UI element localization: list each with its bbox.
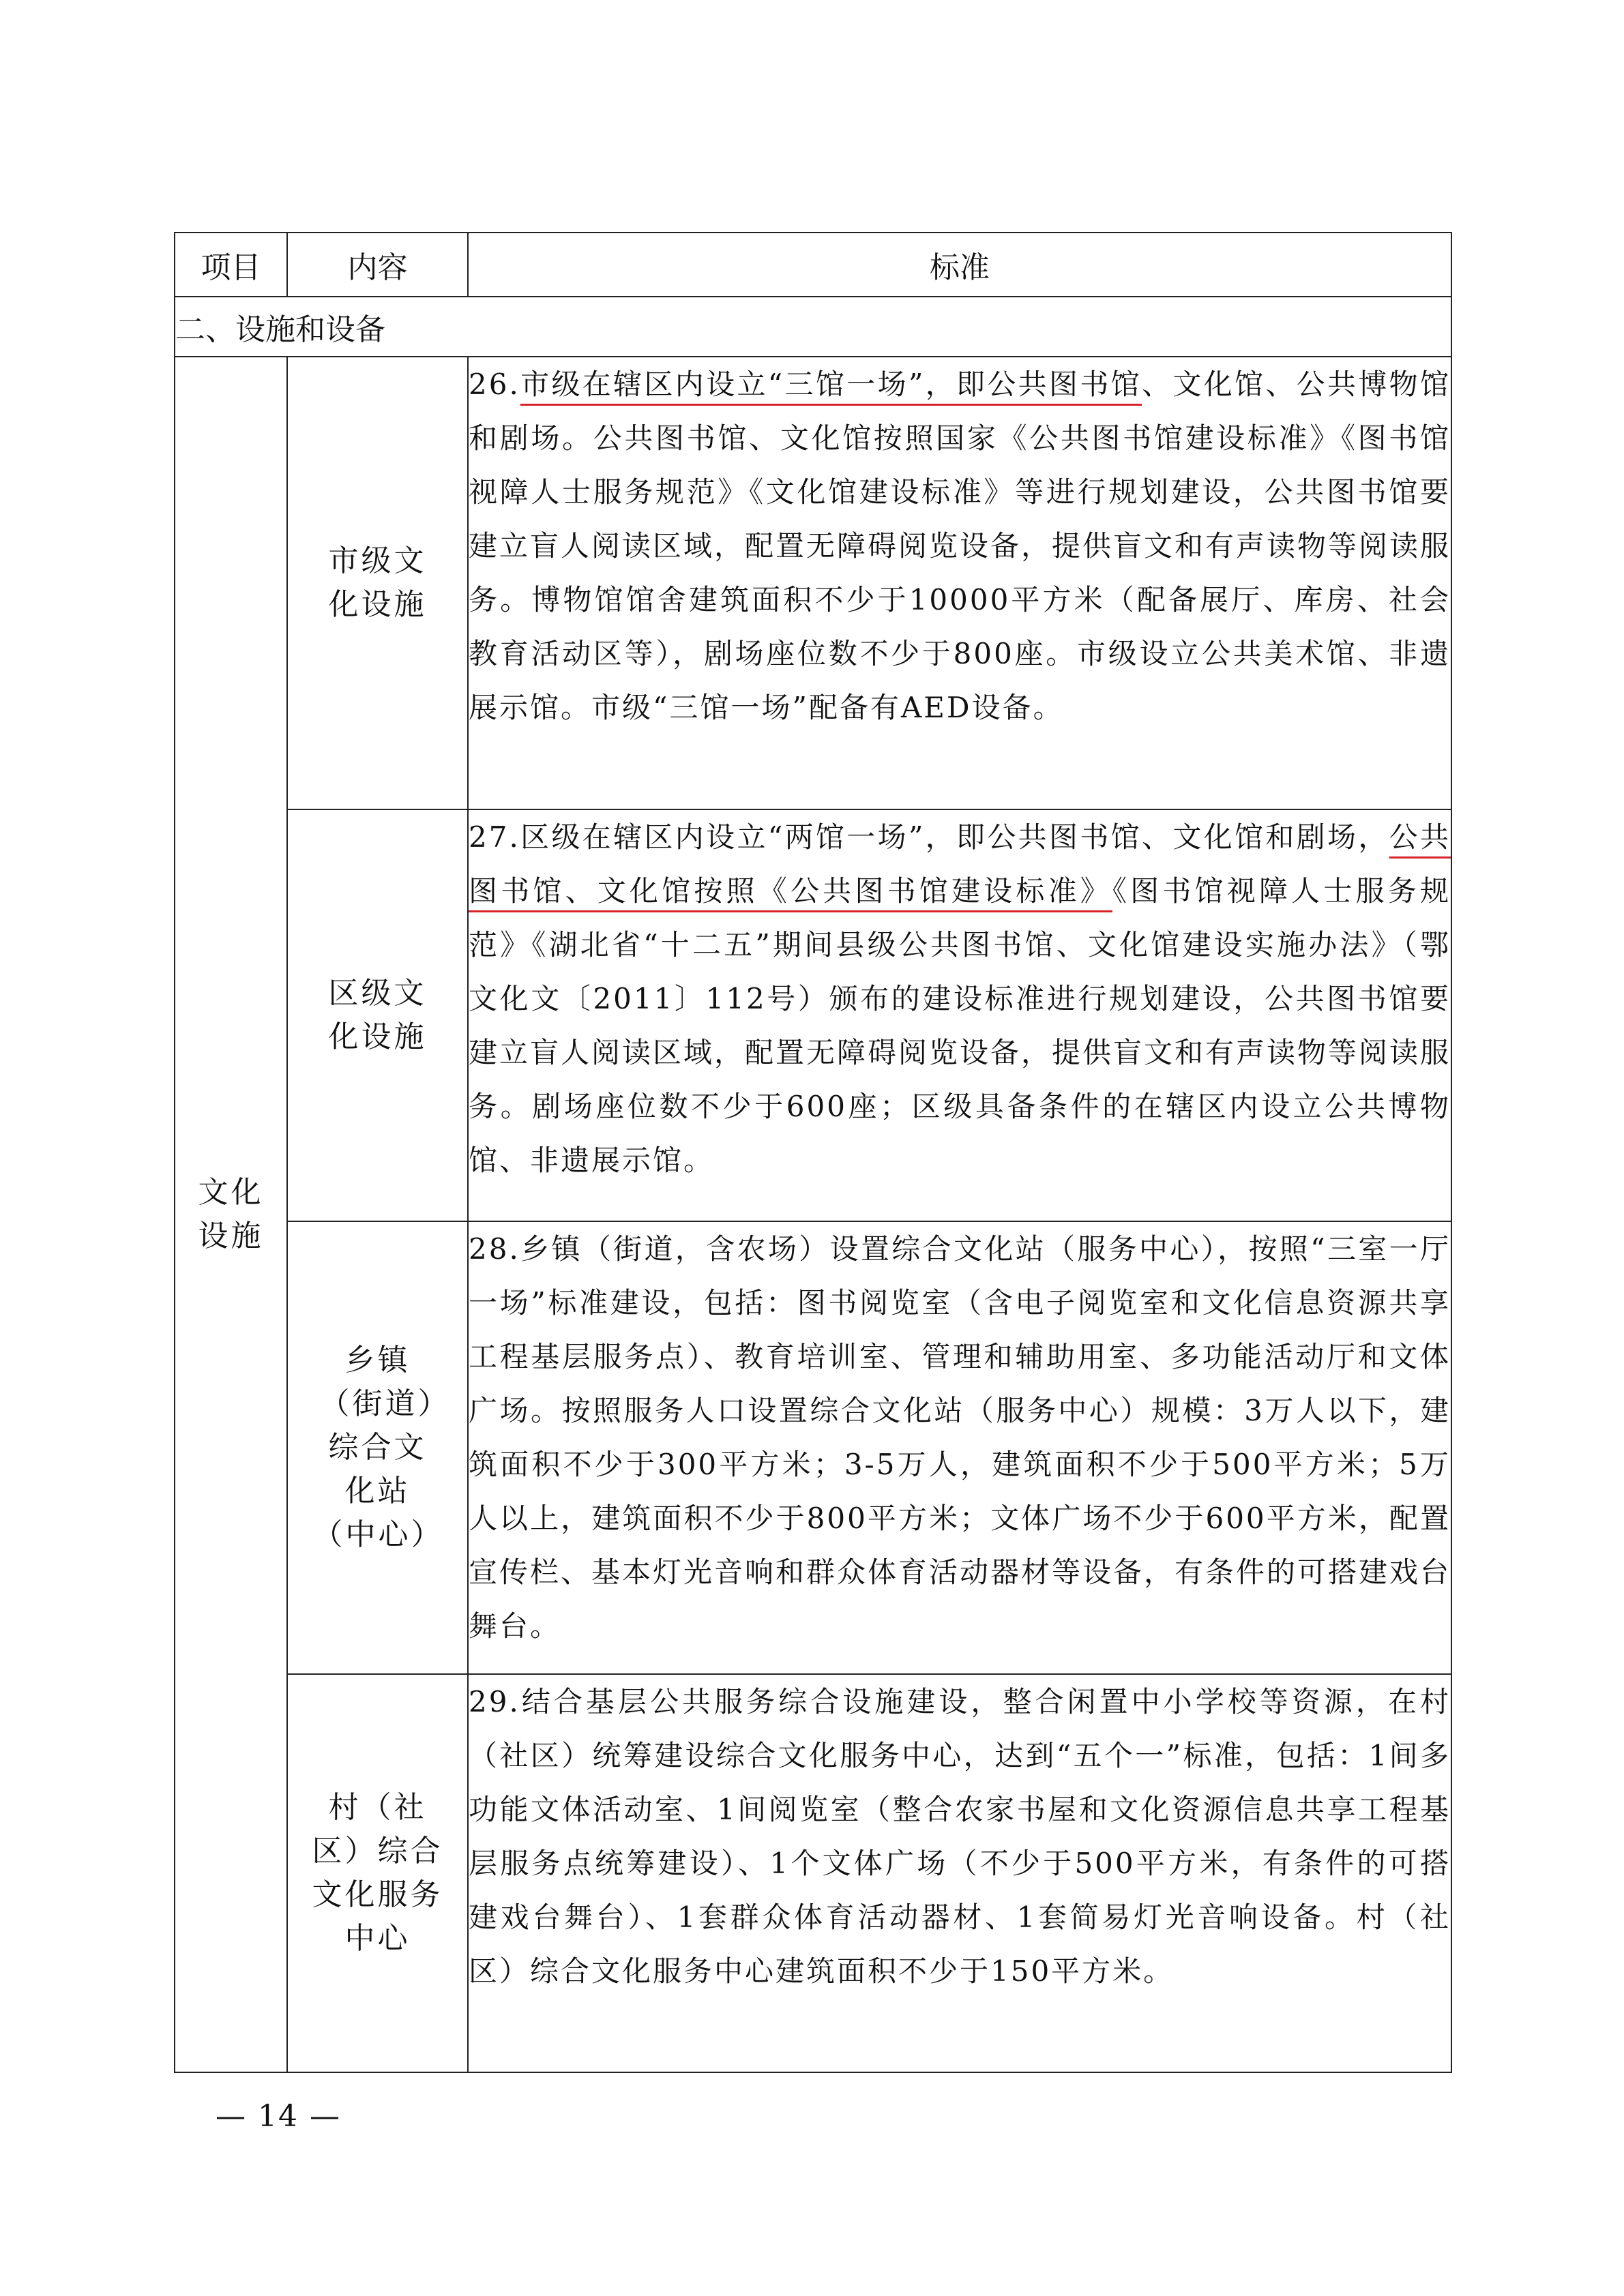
section-row (175, 297, 1451, 357)
table-row (175, 809, 1451, 1221)
header-item: 项目 (175, 233, 287, 297)
page-number: — 14 — (216, 2099, 341, 2134)
clause-number: 28. (469, 1232, 520, 1266)
clause-number: 26. (469, 368, 520, 401)
header-standard: 标准 (468, 233, 1451, 297)
content-label-text: 区级文化设施 (328, 976, 427, 1054)
underlined-text: 公共图书馆、文化馆按照《公共图书馆建设标准》 (469, 820, 1451, 908)
content-label (287, 809, 468, 1221)
table-row (175, 1221, 1451, 1674)
table-row (175, 357, 1451, 809)
standard-text (468, 1674, 1451, 2072)
section-title: 二、设施和设备 (175, 297, 1451, 357)
clause-text: 乡镇（街道，含农场）设置综合文化站（服务中心），按照“三室一厅一场”标准建设，包括：图书阅览室（含电子阅览室和文化信息资源共享工程基层服务点）、教育培训室、管理和辅助用室、多功能活动厅和文体广场。按照服务人口设置综合文化站（服务中心）规模：3万人以下，建筑面积不少于300平方米；3-5万人，建筑面积不少于500平方米；5万人以上，建筑面积不少于800平方米；文体广场不少于600平方米，配置宣传栏、基本灯光音响和群众体育活动器材等设备，有条件的可搭建戏台舞台。 (469, 1232, 1451, 1643)
standard-text (468, 1221, 1451, 1674)
standards-table (174, 232, 1452, 2073)
clause-number: 29. (469, 1685, 520, 1718)
table-row (175, 1674, 1451, 2072)
item-label-text: 文化设施 (198, 1175, 264, 1253)
clause-text-before: 区级在辖区内设立“两馆一场”，即公共图书馆、文化馆和剧场， (520, 820, 1389, 854)
content-label (287, 1674, 468, 2072)
clause-text: 《图书馆视障人士服务规范》《湖北省“十二五”期间县级公共图书馆、文化馆建设实施办法》（鄂文化文〔2011〕112号）颁布的建设标准进行规划建设，公共图书馆要建立盲人阅读区域，配置无障碍阅览设备，提供盲文和有声读物等阅读服务。剧场座位数不少于600座；区级具备条件的在辖区内设立公共博物馆、非遗展示馆。 (469, 874, 1451, 1177)
underlined-text: 市级在辖区内设立“三馆一场”，即公共图书馆 (520, 368, 1142, 401)
standard-text (468, 357, 1451, 809)
content-label-text: 市级文化设施 (328, 543, 427, 622)
clause-text: 、文化馆、公共博物馆和剧场。公共图书馆、文化馆按照国家《公共图书馆建设标准》《图书馆视障人士服务规范》《文化馆建设标准》等进行规划建设，公共图书馆要建立盲人阅读区域，配置无障碍阅览设备，提供盲文和有声读物等阅读服务。博物馆馆舍建筑面积不少于10000平方米（配备展厅、库房、社会教育活动区等），剧场座位数不少于800座。市级设立公共美术馆、非遗展示馆。市级“三馆一场”配备有AED设备。 (469, 368, 1451, 724)
content-label-text: 乡镇（街道）综合文化站（中心） (312, 1343, 444, 1552)
header-row (175, 233, 1451, 297)
content-label (287, 357, 468, 809)
content-label-text: 村（社区）综合文化服务中心 (312, 1790, 443, 1956)
header-content: 内容 (287, 233, 468, 297)
clause-text: 结合基层公共服务综合设施建设，整合闲置中小学校等资源，在村（社区）统筹建设综合文化服务中心，达到“五个一”标准，包括：1间多功能文体活动室、1间阅览室（整合农家书屋和文化资源信息共享工程基层服务点统筹建设）、1个文体广场（不少于500平方米，有条件的可搭建戏台舞台）、1套群众体育活动器材、1套简易灯光音响设备。村（社区）综合文化服务中心建筑面积不少于150平方米。 (469, 1685, 1451, 1988)
content-label (287, 1221, 468, 1674)
standard-text (468, 809, 1451, 1221)
clause-number: 27. (469, 820, 520, 854)
item-label (175, 357, 287, 2072)
